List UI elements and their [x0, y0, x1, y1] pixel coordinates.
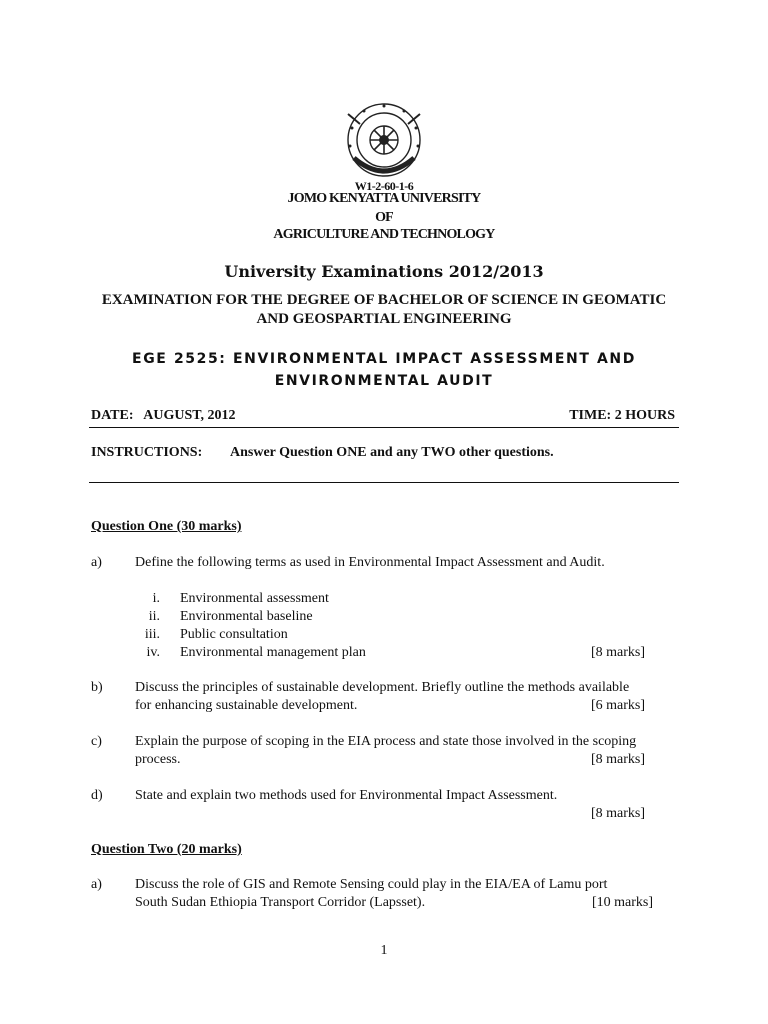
term-text: Public consultation: [180, 627, 288, 642]
q2-a-line1: Discuss the role of GIS and Remote Sensing could play in the EIA/EA of Lamu port: [135, 877, 608, 892]
question-two-heading: Question Two (20 marks): [91, 842, 242, 857]
q1-b-line1: Discuss the principles of sustainable development. Briefly outline the methods available: [135, 680, 630, 695]
marks-label: [6 marks]: [590, 698, 645, 713]
q1-c-label: c): [91, 734, 102, 749]
marks-label: [8 marks]: [590, 752, 645, 767]
q1-b-line2: for enhancing sustainable development.: [135, 698, 358, 713]
term-number: iv.: [146, 645, 160, 660]
term-text: Environmental management plan: [180, 645, 366, 660]
course-line2: ENVIRONMENTAL AUDIT: [274, 373, 494, 389]
term-number: ii.: [148, 609, 160, 624]
marks-label: [8 marks]: [590, 645, 645, 660]
q1-b-label: b): [91, 680, 103, 695]
q1-d-line1: State and explain two methods used for Environmental Impact Assessment.: [135, 788, 558, 803]
q1-a-label: a): [91, 555, 102, 570]
marks-label: [8 marks]: [590, 806, 645, 821]
q1-c-line1: Explain the purpose of scoping in the EIA process and state those involved in the scoping: [135, 734, 637, 749]
exam-time: TIME: 2 HOURS: [569, 408, 675, 423]
exam-date: DATE: AUGUST, 2012: [91, 408, 236, 423]
q2-a-line2: South Sudan Ethiopia Transport Corridor (Lapsset).: [135, 895, 426, 910]
question-one-heading: Question One (30 marks): [91, 519, 242, 534]
term-text: Environmental assessment: [180, 591, 329, 606]
course-title: [0, 348, 768, 392]
exam-code: W1-2-60-1-6: [354, 179, 414, 193]
instructions-text: Answer Question ONE and any TWO other questions.: [230, 445, 554, 460]
university-name-line3: AGRICULTURE AND TECHNOLOGY: [273, 227, 495, 242]
q1-c-line2: process.: [135, 752, 181, 767]
term-number: iii.: [144, 627, 160, 642]
degree-line1: EXAMINATION FOR THE DEGREE OF BACHELOR OF SCIENCE IN GEOMATIC: [101, 292, 667, 308]
term-text: Environmental baseline: [180, 609, 313, 624]
course-line1: EGE 2525: ENVIRONMENTAL IMPACT ASSESSMENT AND: [132, 351, 636, 367]
page-number: 1: [380, 943, 388, 958]
degree-title: [0, 291, 768, 329]
university-name-line2: OF: [375, 210, 393, 225]
degree-line2: AND GEOSPARTIAL ENGINEERING: [256, 311, 512, 327]
exam-title: University Examinations 2012/2013: [224, 262, 544, 281]
university-name-line1: JOMO KENYATTA UNIVERSITY: [287, 191, 481, 206]
marks-label: [10 marks]: [591, 895, 653, 910]
divider: [89, 427, 679, 428]
q2-a-label: a): [91, 877, 102, 892]
instructions-label: INSTRUCTIONS:: [91, 445, 203, 460]
university-seal-icon: [334, 96, 434, 188]
q1-a-text: Define the following terms as used in Environmental Impact Assessment and Audit.: [135, 555, 605, 570]
q1-d-label: d): [91, 788, 103, 803]
term-number: i.: [152, 591, 160, 606]
divider: [89, 482, 679, 483]
